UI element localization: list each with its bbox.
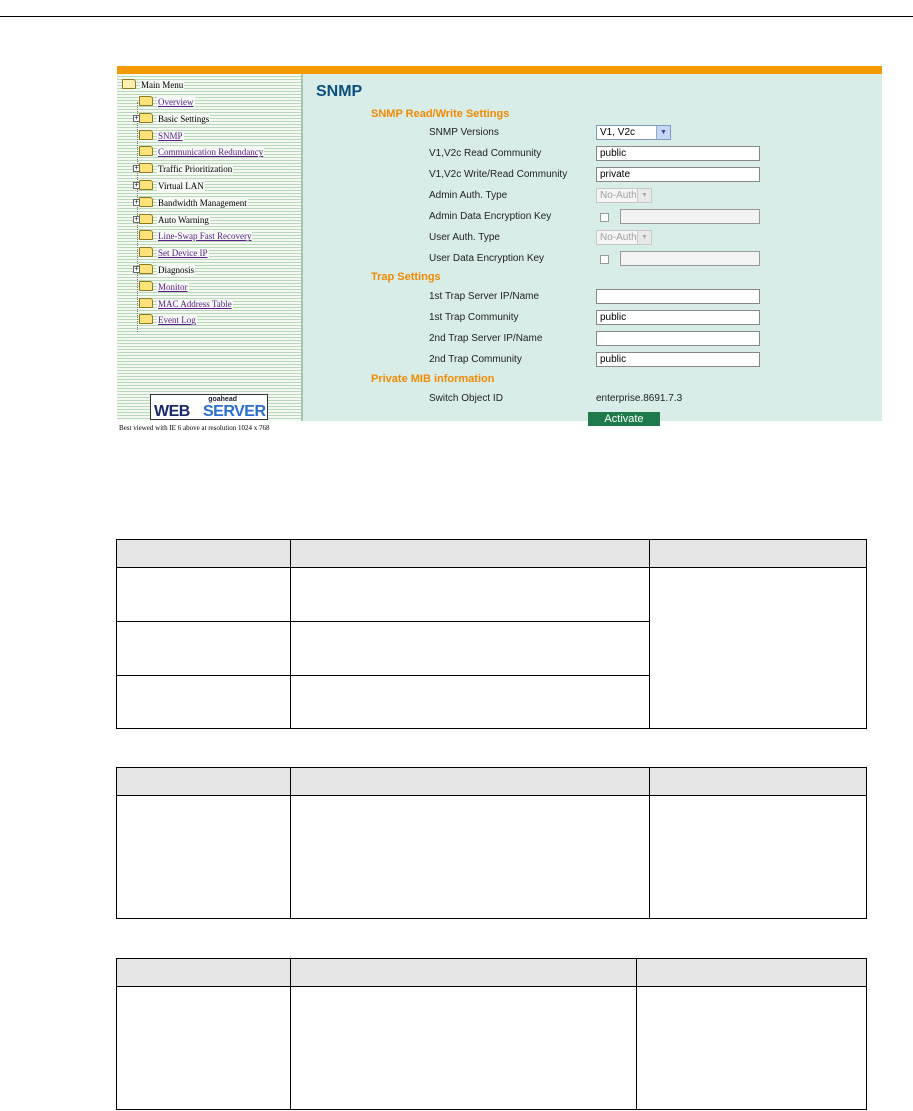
admin-key-checkbox[interactable] — [600, 213, 609, 222]
expand-plus-icon[interactable]: + — [134, 182, 139, 189]
folder-icon — [139, 163, 153, 173]
snmp-screenshot — [117, 66, 882, 432]
table-cell — [650, 568, 867, 729]
expand-plus-icon[interactable]: + — [134, 198, 139, 206]
object-id-value: enterprise.8691.7.3 — [596, 393, 683, 404]
main-menu — [117, 74, 303, 432]
sidebar-item-set-device-ip[interactable]: Set Device IP — [139, 245, 209, 261]
table-cell — [291, 987, 637, 1110]
sidebar-item-mac-address-table[interactable]: MAC Address Table — [139, 296, 233, 312]
sidebar-item-monitor[interactable]: Monitor — [139, 279, 189, 295]
admin-key-label: Admin Data Encryption Key — [429, 211, 552, 222]
table-cell — [117, 987, 291, 1110]
user-key-checkbox[interactable] — [600, 255, 609, 264]
sidebar-item-bandwidth-management[interactable]: Bandwidth Management — [139, 195, 248, 211]
header-rule — [0, 16, 913, 17]
table-cell — [291, 676, 650, 729]
read-community-label: V1,V2c Read Community — [429, 148, 542, 159]
trap1-server-input[interactable] — [596, 289, 760, 304]
user-auth-label: User Auth. Type — [429, 232, 500, 243]
spec-table-3 — [116, 958, 867, 1110]
table-row — [117, 568, 867, 622]
table-header-cell — [650, 540, 867, 568]
table-header-cell — [291, 768, 650, 796]
sidebar-item-diagnosis[interactable]: Diagnosis — [139, 262, 195, 278]
main-menu-title[interactable]: Main Menu — [122, 77, 184, 93]
object-id-label: Switch Object ID — [429, 393, 503, 404]
trap-settings-heading: Trap Settings — [371, 271, 441, 283]
folder-icon — [139, 130, 153, 140]
sidebar-item-auto-warning[interactable]: Auto Warning — [139, 212, 210, 228]
table-row — [117, 987, 867, 1110]
spec-table-1 — [116, 539, 867, 729]
sidebar-item-overview[interactable]: Overview — [139, 94, 195, 110]
trap2-server-input[interactable] — [596, 331, 760, 346]
table-cell — [650, 796, 867, 919]
trap1-community-input[interactable]: public — [596, 310, 760, 325]
trap2-community-label: 2nd Trap Community — [429, 354, 522, 365]
user-auth-select[interactable]: No-Auth ▼ — [596, 230, 652, 245]
sidebar-item-traffic-prioritization[interactable]: Traffic Prioritization — [139, 161, 233, 177]
expand-plus-icon[interactable]: + — [134, 215, 139, 223]
expand-plus-icon[interactable]: + — [134, 114, 139, 122]
goahead-webserver-logo: goahead WEB SERVER — [150, 394, 268, 420]
expand-plus-icon[interactable]: + — [134, 266, 139, 273]
folder-icon — [139, 214, 153, 224]
table-header-cell — [117, 768, 291, 796]
folder-icon — [139, 230, 153, 240]
sidebar-item-virtual-lan[interactable]: Virtual LAN — [139, 178, 205, 194]
admin-auth-label: Admin Auth. Type — [429, 190, 508, 201]
trap1-server-label: 1st Trap Server IP/Name — [429, 291, 540, 302]
folder-icon — [139, 180, 153, 190]
table-header-cell — [637, 959, 867, 987]
top-accent-bar — [117, 66, 882, 74]
admin-key-input[interactable] — [620, 209, 760, 224]
page-title: SNMP — [316, 83, 363, 100]
menu-footer: Best viewed with IE 6 above at resolution 1024 x 768 — [119, 424, 270, 432]
table-cell — [291, 796, 650, 919]
snmp-versions-label: SNMP Versions — [429, 127, 499, 138]
table-cell — [117, 622, 291, 676]
admin-auth-select[interactable]: No-Auth ▼ — [596, 188, 652, 203]
trap2-community-input[interactable]: public — [596, 352, 760, 367]
folder-icon — [139, 281, 153, 291]
trap1-community-label: 1st Trap Community — [429, 312, 519, 323]
spec-table-2 — [116, 767, 867, 919]
folder-icon — [139, 113, 153, 123]
sidebar-item-communication-redundancy[interactable]: Communication Redundancy — [139, 144, 264, 160]
folder-icon — [139, 247, 153, 257]
trap2-server-label: 2nd Trap Server IP/Name — [429, 333, 543, 344]
table-cell — [637, 987, 867, 1110]
user-key-label: User Data Encryption Key — [429, 253, 545, 264]
table-row — [117, 796, 867, 919]
activate-button[interactable]: Activate — [588, 412, 660, 426]
expand-plus-icon[interactable]: + — [134, 165, 139, 173]
folder-icon — [139, 298, 153, 308]
table-header-row — [117, 959, 867, 987]
rw-settings-heading: SNMP Read/Write Settings — [371, 108, 510, 120]
table-header-cell — [117, 540, 291, 568]
table-cell — [117, 676, 291, 729]
table-cell — [117, 568, 291, 622]
folder-icon — [139, 197, 153, 207]
folder-icon — [139, 264, 153, 274]
user-key-input[interactable] — [620, 251, 760, 266]
folder-icon — [139, 314, 153, 324]
folder-icon — [139, 96, 153, 106]
sidebar-item-snmp[interactable]: SNMP — [139, 128, 184, 144]
table-cell — [291, 622, 650, 676]
folder-icon — [139, 146, 153, 156]
sidebar-item-basic-settings[interactable]: Basic Settings — [139, 111, 210, 127]
snmp-content — [303, 74, 882, 425]
chevron-down-icon: ▼ — [637, 189, 651, 202]
table-header-row — [117, 768, 867, 796]
sidebar-item-line-swap-fast-recovery[interactable]: Line-Swap Fast Recovery — [139, 228, 252, 244]
chevron-down-icon: ▼ — [637, 231, 651, 244]
folder-open-icon — [122, 79, 136, 89]
table-header-cell — [117, 959, 291, 987]
table-header-cell — [291, 540, 650, 568]
table-header-cell — [650, 768, 867, 796]
write-community-input[interactable]: private — [596, 167, 760, 182]
snmp-versions-select[interactable]: V1, V2c ▼ — [596, 125, 671, 140]
sidebar-item-event-log[interactable]: Event Log — [139, 312, 197, 328]
write-community-label: V1,V2c Write/Read Community — [429, 169, 568, 180]
table-cell — [117, 796, 291, 919]
read-community-input[interactable]: public — [596, 146, 760, 161]
table-header-row — [117, 540, 867, 568]
table-cell — [291, 568, 650, 622]
chevron-down-icon: ▼ — [656, 126, 670, 139]
private-mib-heading: Private MIB information — [371, 373, 495, 385]
table-header-cell — [291, 959, 637, 987]
